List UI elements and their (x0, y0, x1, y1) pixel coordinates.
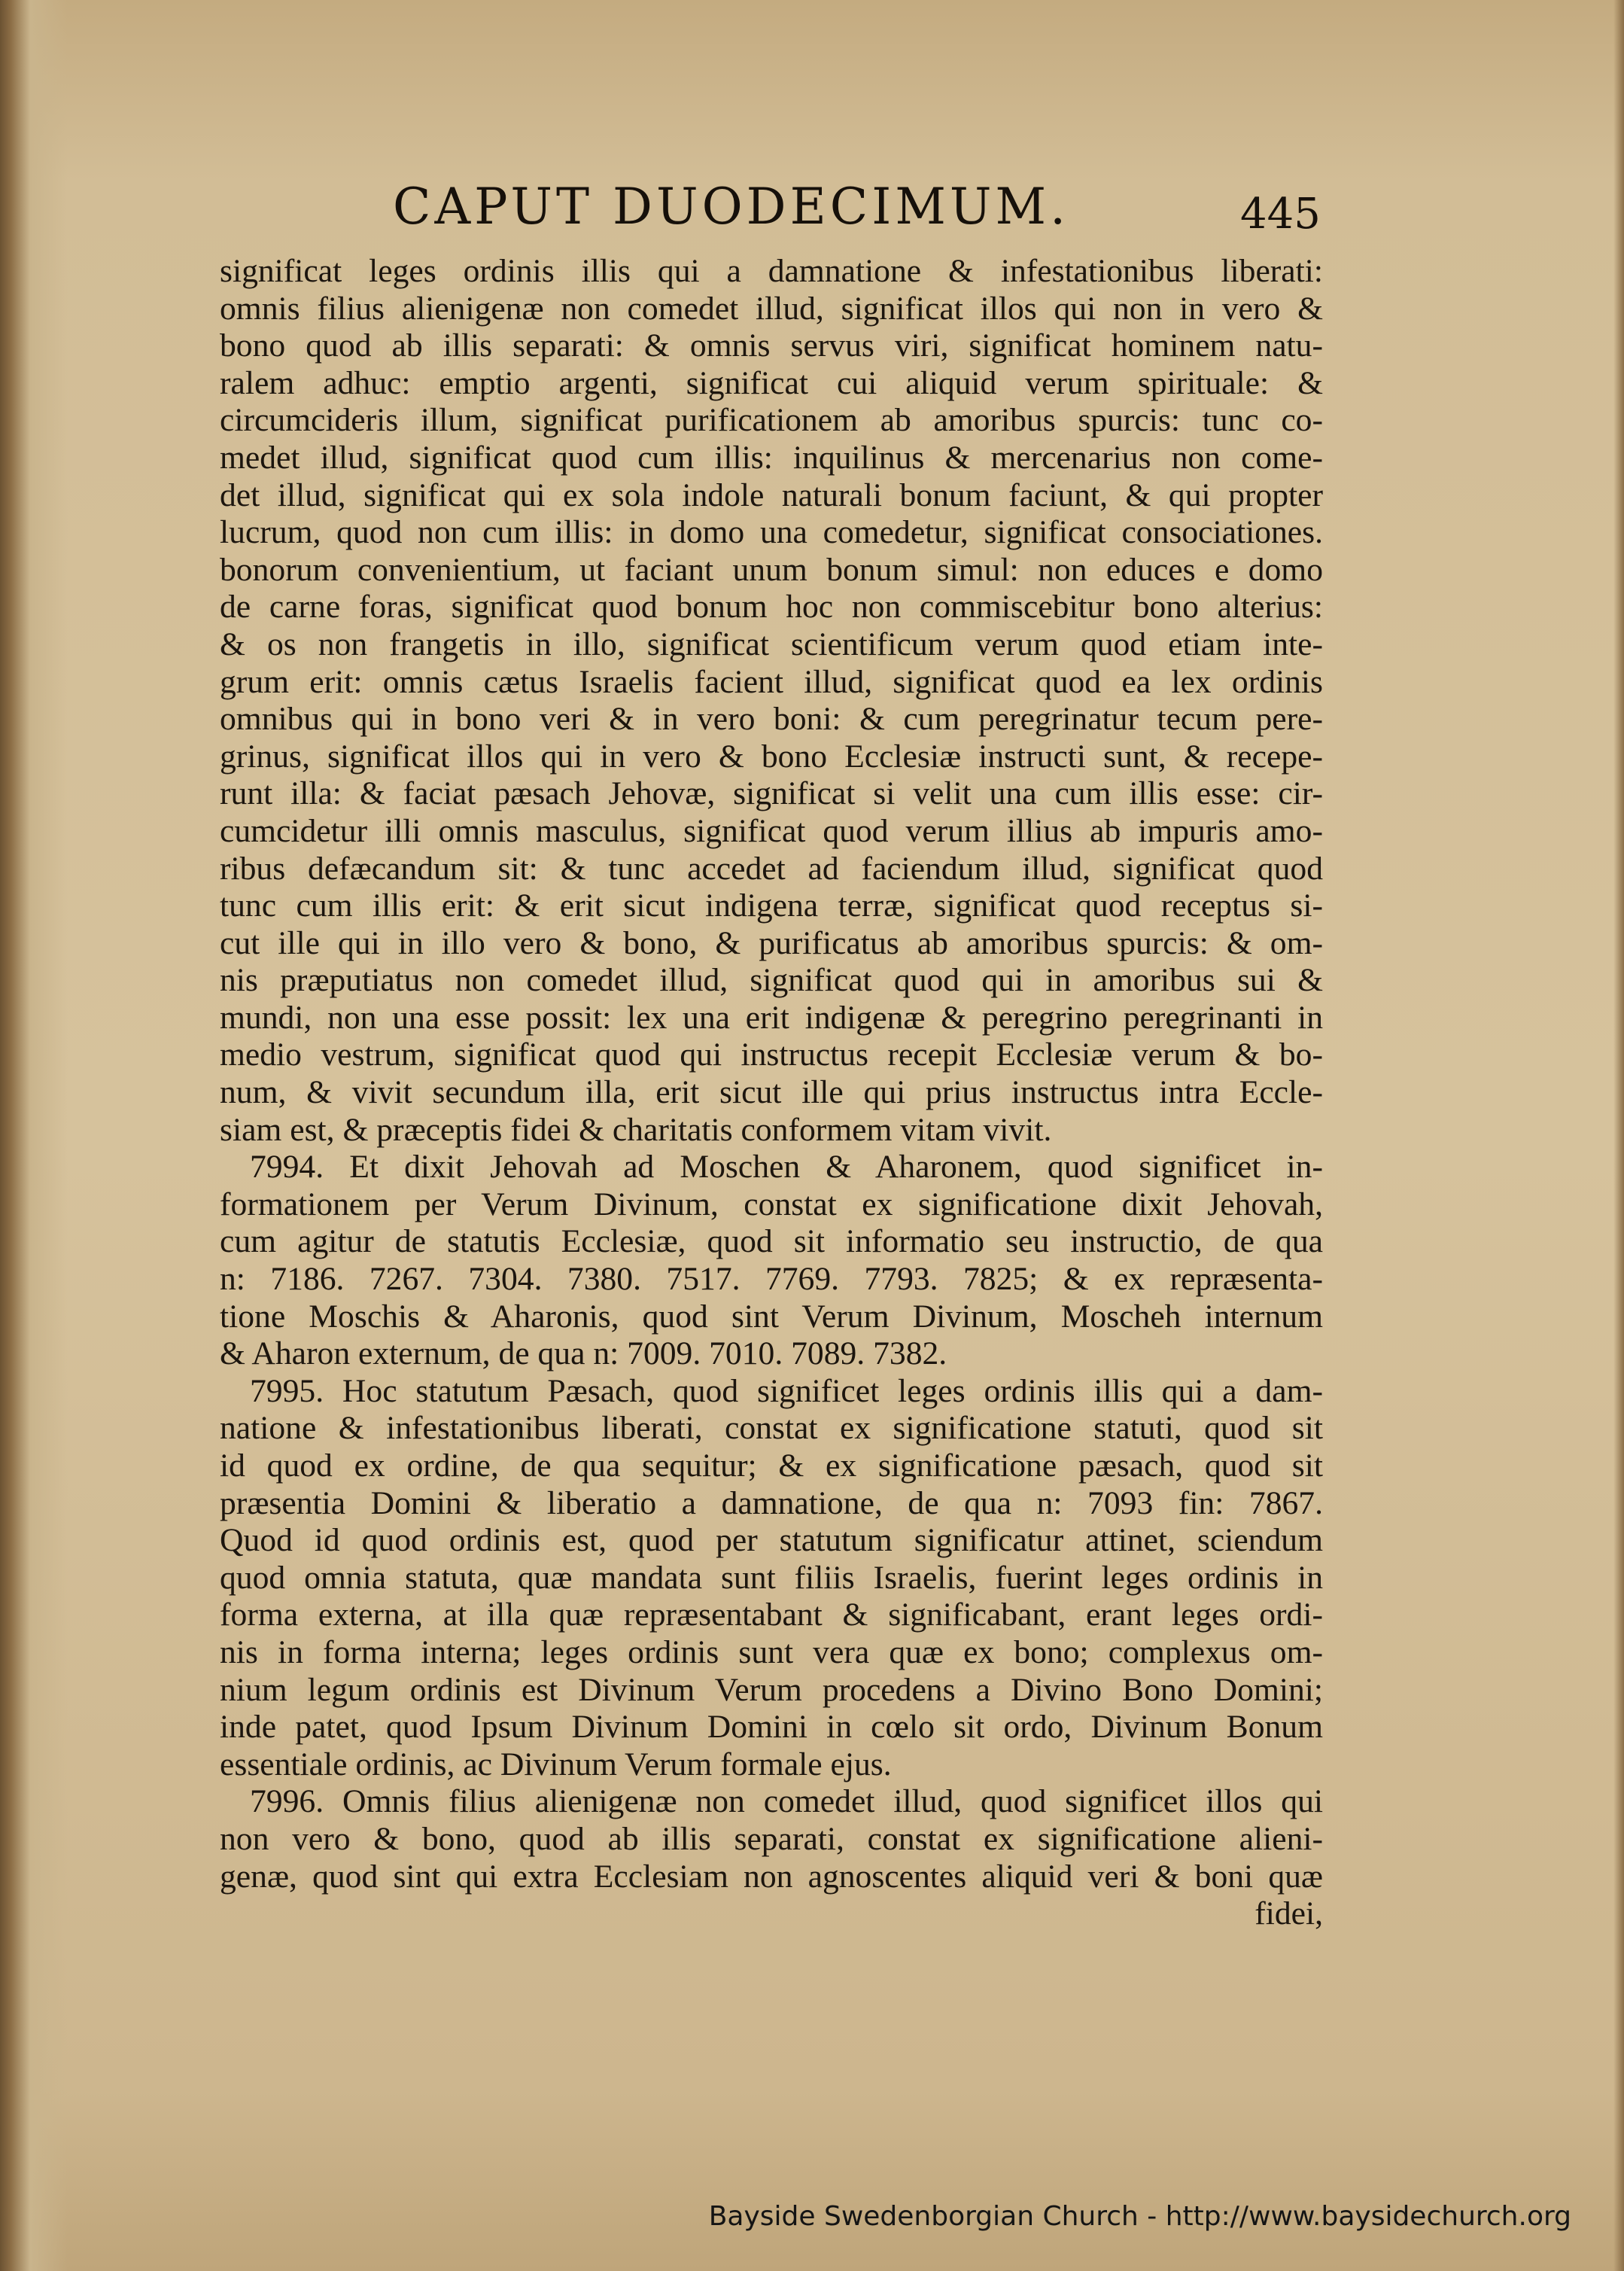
text-line: ribus defæcandum sit: & tunc accedet ad faciendum illud, significat quod (220, 850, 1323, 887)
catchword-line: fidei, (1254, 1895, 1323, 1932)
text-line: num, & vivit secundum illa, erit sicut ille qui prius instructus intra Eccle- (220, 1074, 1323, 1111)
text-line: medet illud, significat quod cum illis: inquilinus & mercenarius non come- (220, 439, 1323, 476)
body-text (220, 253, 1323, 1933)
text-line: nis præputiatus non comedet illud, significat quod qui in amoribus sui & (220, 962, 1323, 999)
text-line: ralem adhuc: emptio argenti, significat cui aliquid verum spirituale: & (220, 364, 1323, 401)
text-line: siam est, & præceptis fidei & charitatis conformem vitam vivit. (220, 1111, 1052, 1148)
text-line: inde patet, quod Ipsum Divinum Domini in cœlo sit ordo, Divinum Bonum (220, 1709, 1323, 1746)
paragraph-7995-start: 7995. Hoc statutum Pæsach, quod significet leges ordinis illis qui a dam- (250, 1372, 1323, 1409)
text-line: medio vestrum, significat quod qui instructus recepit Ecclesiæ verum & bo- (220, 1037, 1323, 1073)
text-line: id quod ex ordine, de qua sequitur; & ex significatione pæsach, quod sit (220, 1448, 1323, 1484)
watermark-text: Bayside Swedenborgian Church - http://www.baysidechurch.org (708, 2201, 1571, 2232)
text-line: de carne foras, significat quod bonum hoc non commiscebitur bono alterius: (220, 589, 1323, 626)
text-line: formationem per Verum Divinum, constat ex significatione dixit Jehovah, (220, 1186, 1323, 1222)
text-line: tunc cum illis erit: & erit sicut indigena terræ, significat quod receptus si- (220, 887, 1323, 924)
text-line: essentiale ordinis, ac Divinum Verum formale ejus. (220, 1746, 892, 1782)
text-line: tione Moschis & Aharonis, quod sint Verum Divinum, Moscheh internum (220, 1298, 1323, 1335)
text-line: non vero & bono, quod ab illis separati, constat ex significatione alieni- (220, 1820, 1323, 1857)
text-line: circumcideris illum, significat purificationem ab amoribus spurcis: tunc co- (220, 402, 1323, 439)
text-line: cut ille qui in illo vero & bono, & purificatus ab amoribus spurcis: & om- (220, 924, 1323, 961)
text-line: & os non frangetis in illo, significat scientificum verum quod etiam inte- (220, 626, 1323, 662)
running-title: CAPUT DUODECIMUM. (393, 178, 1070, 236)
text-line: mundi, non una esse possit: lex una erit indigenæ & peregrino peregrinanti in (220, 999, 1323, 1036)
text-line: grum erit: omnis cætus Israelis facient illud, significat quod ea lex ordinis (220, 663, 1323, 700)
text-line: grinus, significat illos qui in vero & bono Ecclesiæ instructi sunt, & recepe- (220, 738, 1323, 775)
text-line: natione & infestationibus liberati, constat ex significatione statuti, quod sit (220, 1410, 1323, 1447)
text-line: quod omnia statuta, quæ mandata sunt filiis Israelis, fuerint leges ordinis in (220, 1559, 1323, 1596)
text-line: Quod id quod ordinis est, quod per statutum significatur attinet, sciendum (220, 1522, 1323, 1559)
text-line: lucrum, quod non cum illis: in domo una comedetur, significat consociationes. (220, 514, 1323, 551)
text-line: præsentia Domini & liberatio a damnatione, de qua n: 7093 fin: 7867. (220, 1484, 1323, 1521)
text-line: & Aharon externum, de qua n: 7009. 7010. 7089. 7382. (220, 1335, 947, 1372)
paragraph-7996-start: 7996. Omnis filius alienigenæ non comedet illud, quod significet illos qui (250, 1783, 1323, 1820)
page-header (226, 178, 1355, 260)
text-line: n: 7186. 7267. 7304. 7380. 7517. 7769. 7793. 7825; & ex repræsenta- (220, 1261, 1323, 1298)
page-number: 445 (1240, 190, 1321, 239)
text-line: forma externa, at illa quæ repræsentabant & significabant, erant leges ordi- (220, 1597, 1323, 1633)
text-line: bono quod ab illis separati: & omnis servus viri, significat hominem natu- (220, 327, 1323, 364)
text-line: bonorum convenientium, ut faciant unum bonum simul: non educes e domo (220, 551, 1323, 588)
text-line: nium legum ordinis est Divinum Verum procedens a Divino Bono Domini; (220, 1671, 1323, 1708)
text-line: nis in forma interna; leges ordinis sunt vera quæ ex bono; complexus om- (220, 1633, 1323, 1670)
text-line: significat leges ordinis illis qui a damnatione & infestationibus liberati: (220, 253, 1323, 289)
paragraph-7994-start: 7994. Et dixit Jehovah ad Moschen & Aharonem, quod significet in- (250, 1149, 1323, 1186)
text-line: cumcidetur illi omnis masculus, significat quod verum illius ab impuris amo- (220, 812, 1323, 849)
text-line: omnis filius alienigenæ non comedet illud, significat illos qui non in vero & (220, 290, 1323, 327)
text-line: det illud, significat qui ex sola indole naturali bonum faciunt, & qui propter (220, 476, 1323, 513)
page-edge-shadow (1613, 0, 1624, 2271)
text-line: runt illa: & faciat pæsach Jehovæ, significat si velit una cum illis esse: cir- (220, 775, 1323, 812)
text-line: omnibus qui in bono veri & in vero boni: & cum peregrinatur tecum pere- (220, 701, 1323, 738)
text-line: cum agitur de statutis Ecclesiæ, quod sit informatio seu instructio, de qua (220, 1223, 1323, 1260)
text-line: genæ, quod sint qui extra Ecclesiam non agnoscentes aliquid veri & boni quæ (220, 1858, 1323, 1895)
